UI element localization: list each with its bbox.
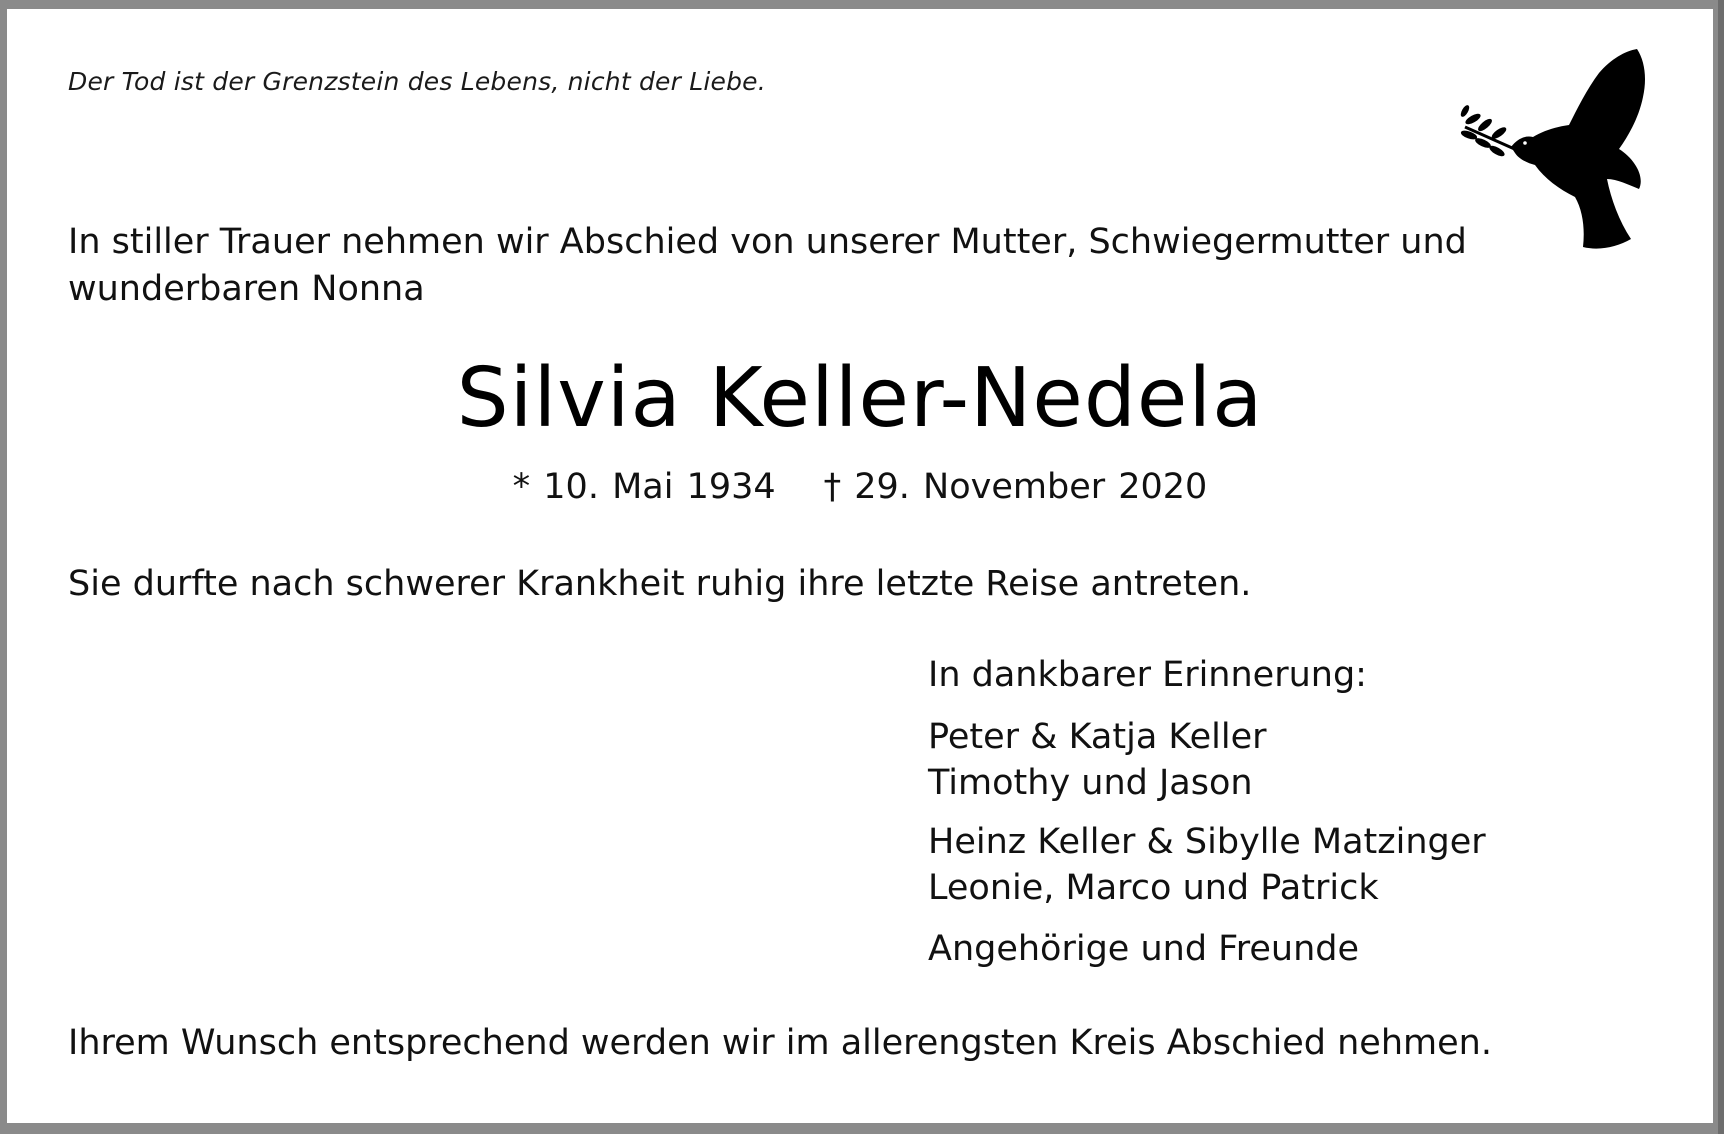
mourners-group-3 xyxy=(928,926,1359,972)
mourner-line: Heinz Keller & Sibylle Matzinger xyxy=(928,822,1486,862)
mourners-group-2 xyxy=(928,819,1486,911)
mourner-line: Timothy und Jason xyxy=(928,763,1253,803)
motto-quote: Der Tod ist der Grenzstein des Lebens, nicht der Liebe. xyxy=(68,67,766,96)
passing-statement: Sie durfte nach schwerer Krankheit ruhig ihre letzte Reise antreten. xyxy=(68,564,1252,604)
death-date: † 29. November 2020 xyxy=(823,467,1208,507)
frame-edge xyxy=(1718,0,1724,1134)
birth-date: * 10. Mai 1934 xyxy=(512,467,776,507)
obituary-notice xyxy=(7,9,1713,1123)
mourner-line: Angehörige und Freunde xyxy=(928,929,1360,969)
closing-note: Ihrem Wunsch entsprechend werden wir im allerengsten Kreis Abschied nehmen. xyxy=(68,1023,1492,1063)
life-dates xyxy=(7,464,1713,510)
mourners-heading: In dankbarer Erinnerung: xyxy=(928,655,1367,695)
mourner-line: Peter & Katja Keller xyxy=(928,717,1267,757)
deceased-name: Silvia Keller-Nedela xyxy=(456,351,1264,446)
mourners-group-1 xyxy=(928,714,1267,806)
intro-text: In stiller Trauer nehmen wir Abschied von unserer Mutter, Schwiegermutter und wunderbaren Nonna xyxy=(68,222,1467,309)
mourner-line: Leonie, Marco und Patrick xyxy=(928,868,1379,908)
